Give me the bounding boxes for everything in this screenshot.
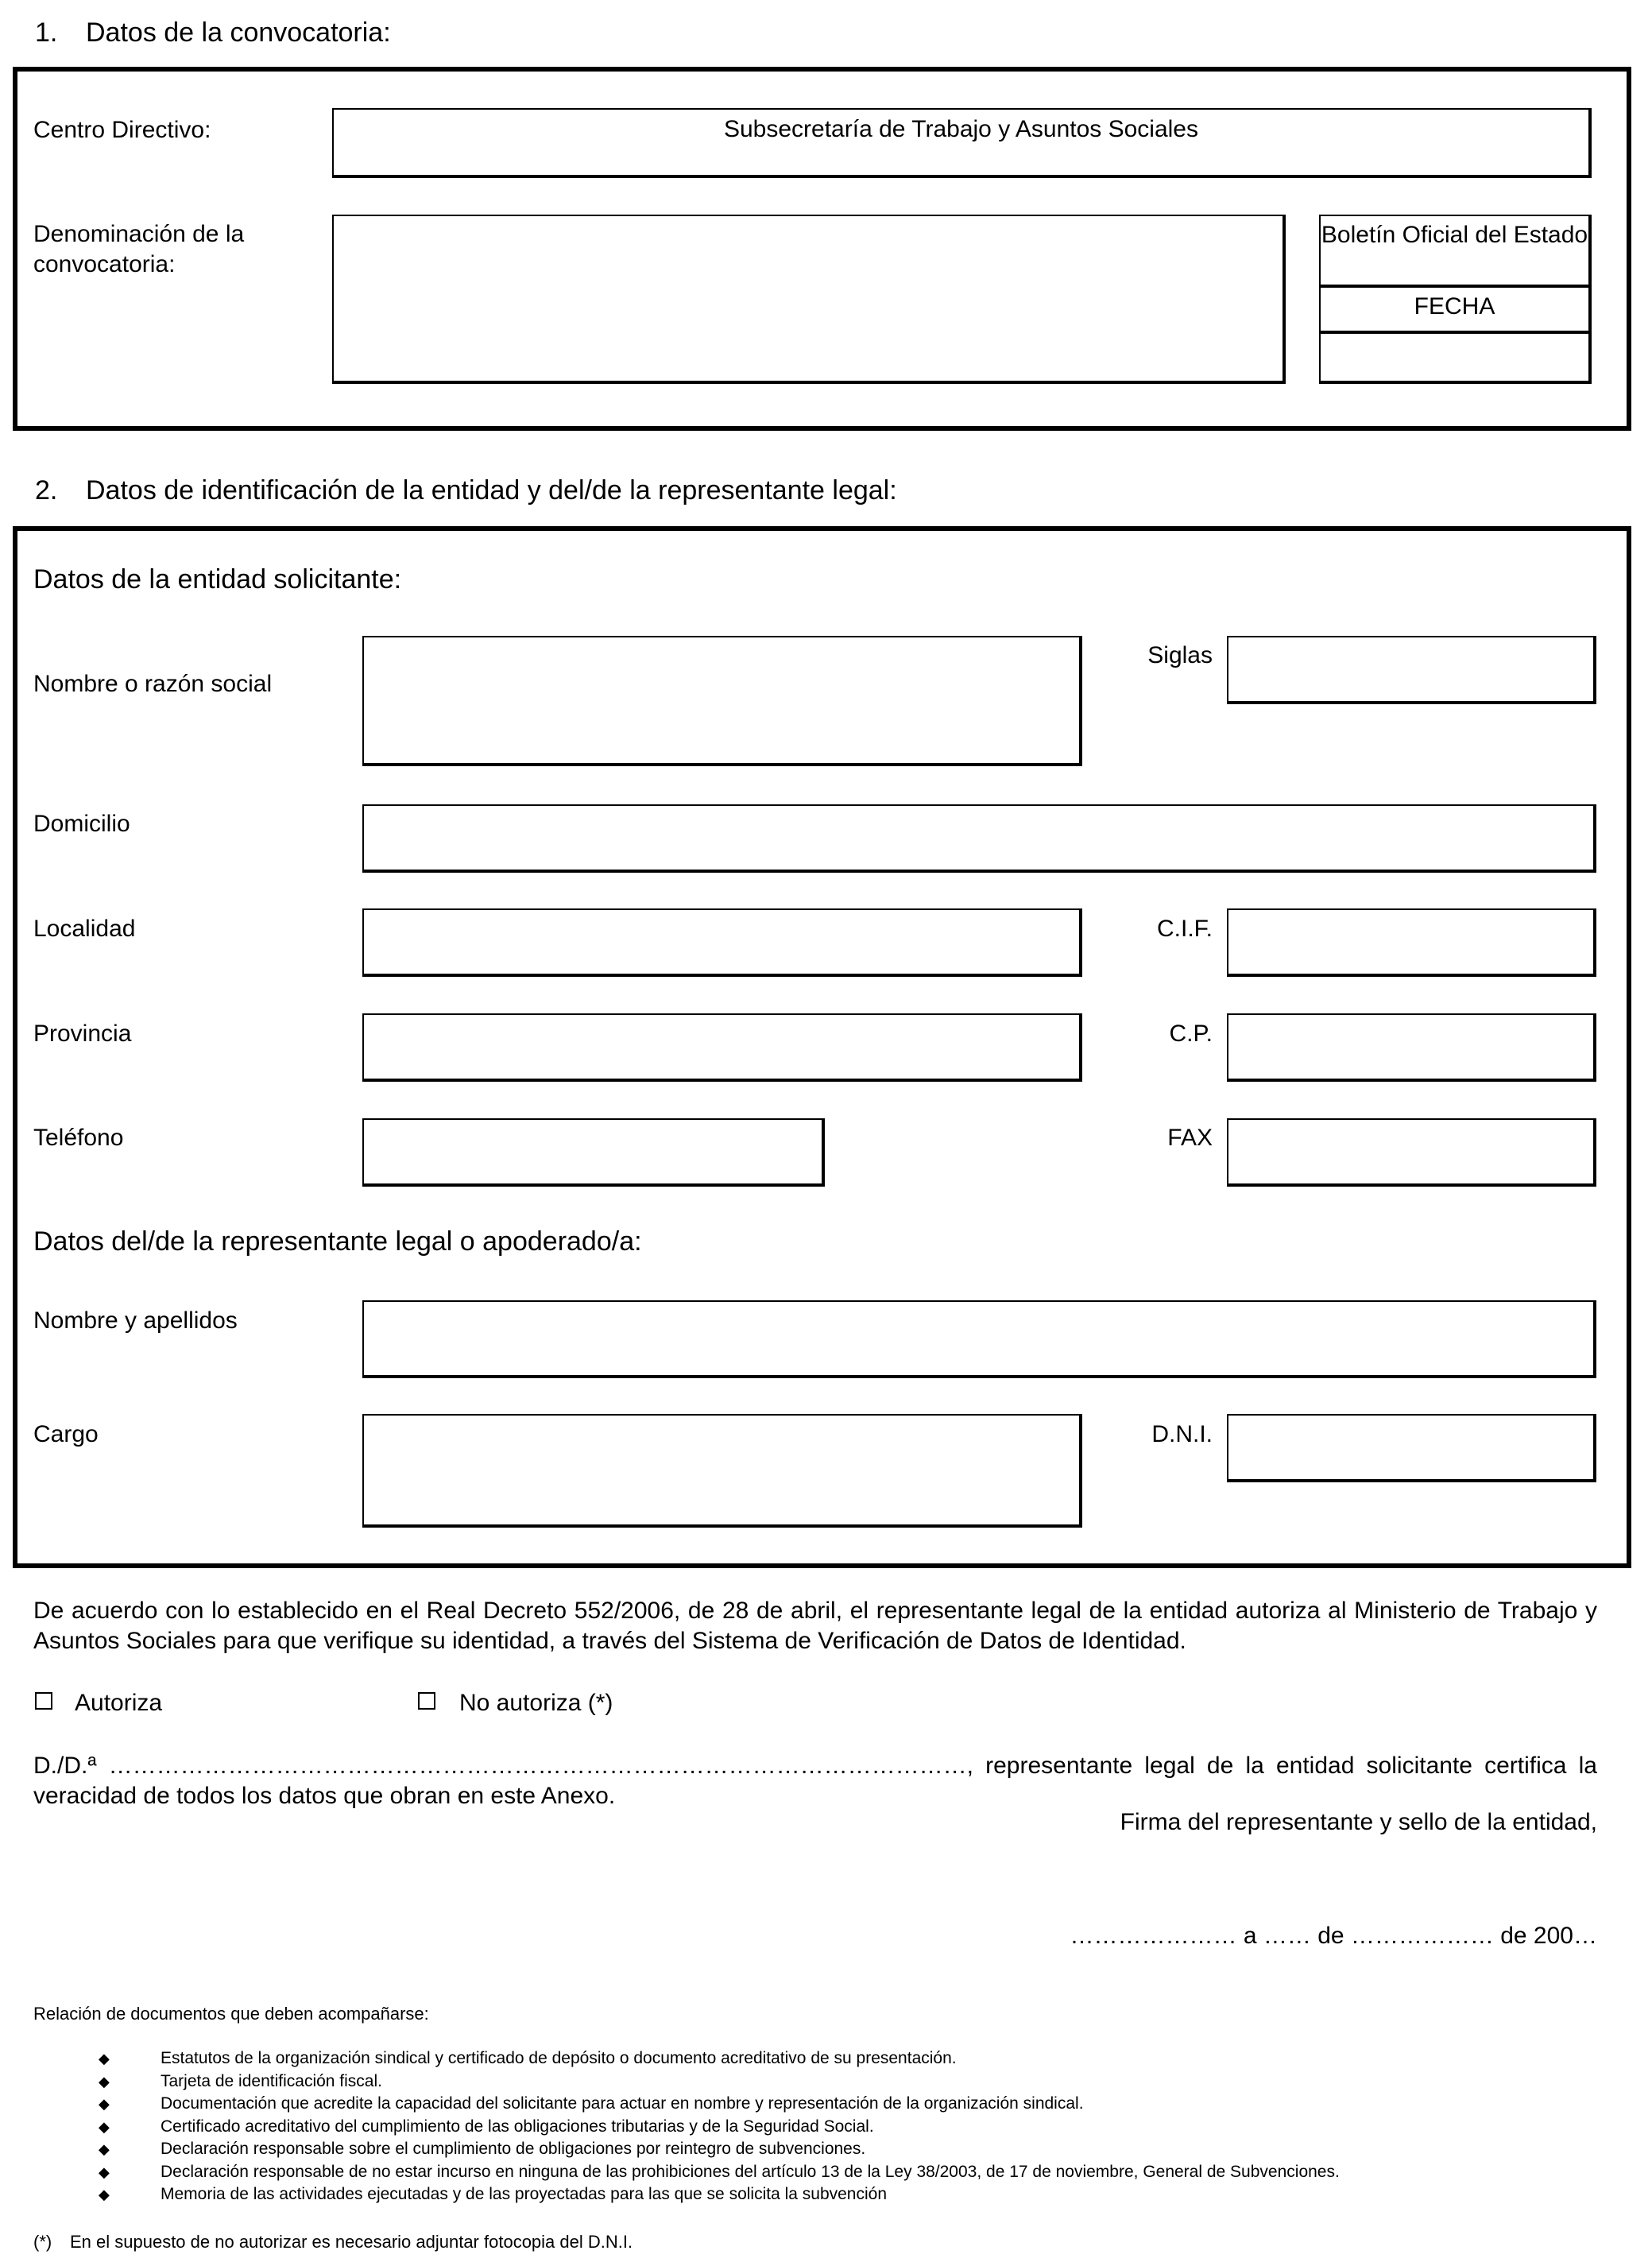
- cif-field[interactable]: [1227, 908, 1596, 977]
- fecha-field[interactable]: [1321, 334, 1588, 381]
- document-item: ◆ Declaración responsable sobre el cumplimiento de obligaciones por reintegro de subvenciones.: [99, 2138, 1340, 2161]
- firma-label: Firma del representante y sello de la entidad,: [1120, 1809, 1597, 1835]
- footnote-mark: (*): [33, 2232, 52, 2252]
- bullet-icon: ◆: [99, 2051, 110, 2067]
- document-item: ◆ Estatutos de la organización sindical y certificado de depósito o documento acreditativo de su presentación.: [99, 2047, 1340, 2070]
- centro-directivo-value: Subsecretaría de Trabajo y Asuntos Sociales: [723, 116, 1198, 142]
- dni-field[interactable]: [1227, 1414, 1596, 1482]
- nombre-razon-field[interactable]: [362, 636, 1082, 766]
- document-item: ◆ Memoria de las actividades ejecutadas y de las proyectadas para las que se solicita la subvención: [99, 2183, 1340, 2206]
- siglas-field[interactable]: [1227, 636, 1596, 704]
- centro-directivo-field[interactable]: [332, 108, 1592, 178]
- cargo-field[interactable]: [362, 1414, 1082, 1528]
- fax-field[interactable]: [1227, 1118, 1596, 1187]
- provincia-field[interactable]: [362, 1013, 1082, 1082]
- no-autoriza-checkbox[interactable]: [418, 1692, 435, 1710]
- centro-directivo-label: Centro Directivo:: [33, 117, 211, 143]
- domicilio-field[interactable]: [362, 804, 1596, 873]
- telefono-label: Teléfono: [33, 1125, 124, 1151]
- bullet-icon: ◆: [99, 2141, 110, 2157]
- bullet-icon: ◆: [99, 2096, 110, 2112]
- denominacion-label: Denominación de la convocatoria:: [33, 221, 245, 277]
- cp-label: C.P.: [1169, 1021, 1213, 1047]
- provincia-label: Provincia: [33, 1021, 132, 1047]
- document-item: ◆ Tarjeta de identificación fiscal.: [99, 2070, 1340, 2094]
- documents-heading: Relación de documentos que deben acompañarse:: [33, 2004, 429, 2024]
- entidad-heading: Datos de la entidad solicitante:: [33, 564, 402, 595]
- cp-field[interactable]: [1227, 1013, 1596, 1082]
- section1-title: 1. Datos de la convocatoria:: [35, 17, 391, 48]
- date-line: ………………… a …… de ……………… de 200…: [1070, 1923, 1597, 1949]
- nombre-apellidos-field[interactable]: [362, 1300, 1596, 1378]
- denominacion-field[interactable]: [332, 215, 1286, 384]
- boletin-label: Boletín Oficial del Estado: [1321, 222, 1588, 248]
- localidad-label: Localidad: [33, 916, 136, 942]
- representante-heading: Datos del/de la representante legal o apoderado/a:: [33, 1226, 642, 1257]
- fecha-label: FECHA: [1414, 293, 1495, 320]
- cargo-label: Cargo: [33, 1421, 99, 1447]
- boletin-divider-1: [1321, 285, 1588, 288]
- bullet-icon: ◆: [99, 2118, 110, 2135]
- telefono-field[interactable]: [362, 1118, 825, 1187]
- bullet-icon: ◆: [99, 2163, 110, 2180]
- footnote-text: En el supuesto de no autorizar es necesario adjuntar fotocopia del D.N.I.: [70, 2232, 633, 2252]
- boletin-fecha-box: [1319, 215, 1592, 384]
- document-item: ◆ Documentación que acredite la capacidad del solicitante para actuar en nombre y representación de la organización sindical.: [99, 2093, 1340, 2116]
- section2-title: 2. Datos de identificación de la entidad y del/de la representante legal:: [35, 475, 897, 505]
- nombre-razon-label: Nombre o razón social: [33, 671, 273, 697]
- nombre-apellidos-label: Nombre y apellidos: [33, 1307, 238, 1334]
- footnote: [33, 2231, 633, 2253]
- autoriza-checkbox[interactable]: [35, 1692, 52, 1710]
- document-item: ◆ Declaración responsable de no estar incurso en ninguna de las prohibiciones del artículo 13 de la Ley 38/2003, de 17 de noviembre, General de Subvenciones.: [99, 2161, 1340, 2184]
- autoriza-label: Autoriza: [75, 1690, 163, 1716]
- bullet-icon: ◆: [99, 2187, 110, 2202]
- consent-text: De acuerdo con lo establecido en el Real Decreto 552/2006, de 28 de abril, el representante legal de la entidad autoriza al Ministerio de Trabajo y Asuntos Sociales para que verifique su identidad, a través del Sistema de Verificación de Datos de Identidad.: [33, 1598, 1597, 1654]
- no-autoriza-label: No autoriza (*): [459, 1690, 613, 1716]
- dni-label: D.N.I.: [1151, 1421, 1213, 1447]
- siglas-label: Siglas: [1147, 642, 1213, 668]
- fax-label: FAX: [1167, 1125, 1213, 1151]
- localidad-field[interactable]: [362, 908, 1082, 977]
- bullet-icon: ◆: [99, 2073, 110, 2090]
- documents-list: [99, 2047, 1340, 2206]
- cif-label: C.I.F.: [1156, 916, 1213, 942]
- domicilio-label: Domicilio: [33, 811, 130, 837]
- certification-text: D./D.ª ………………………………………………………………………………………………, representante legal de la entidad solicitante certifica la veracidad de todos los datos que obran en este Anexo.: [33, 1753, 1597, 1809]
- document-item: ◆ Certificado acreditativo del cumplimiento de las obligaciones tributarias y de la Seguridad Social.: [99, 2116, 1340, 2139]
